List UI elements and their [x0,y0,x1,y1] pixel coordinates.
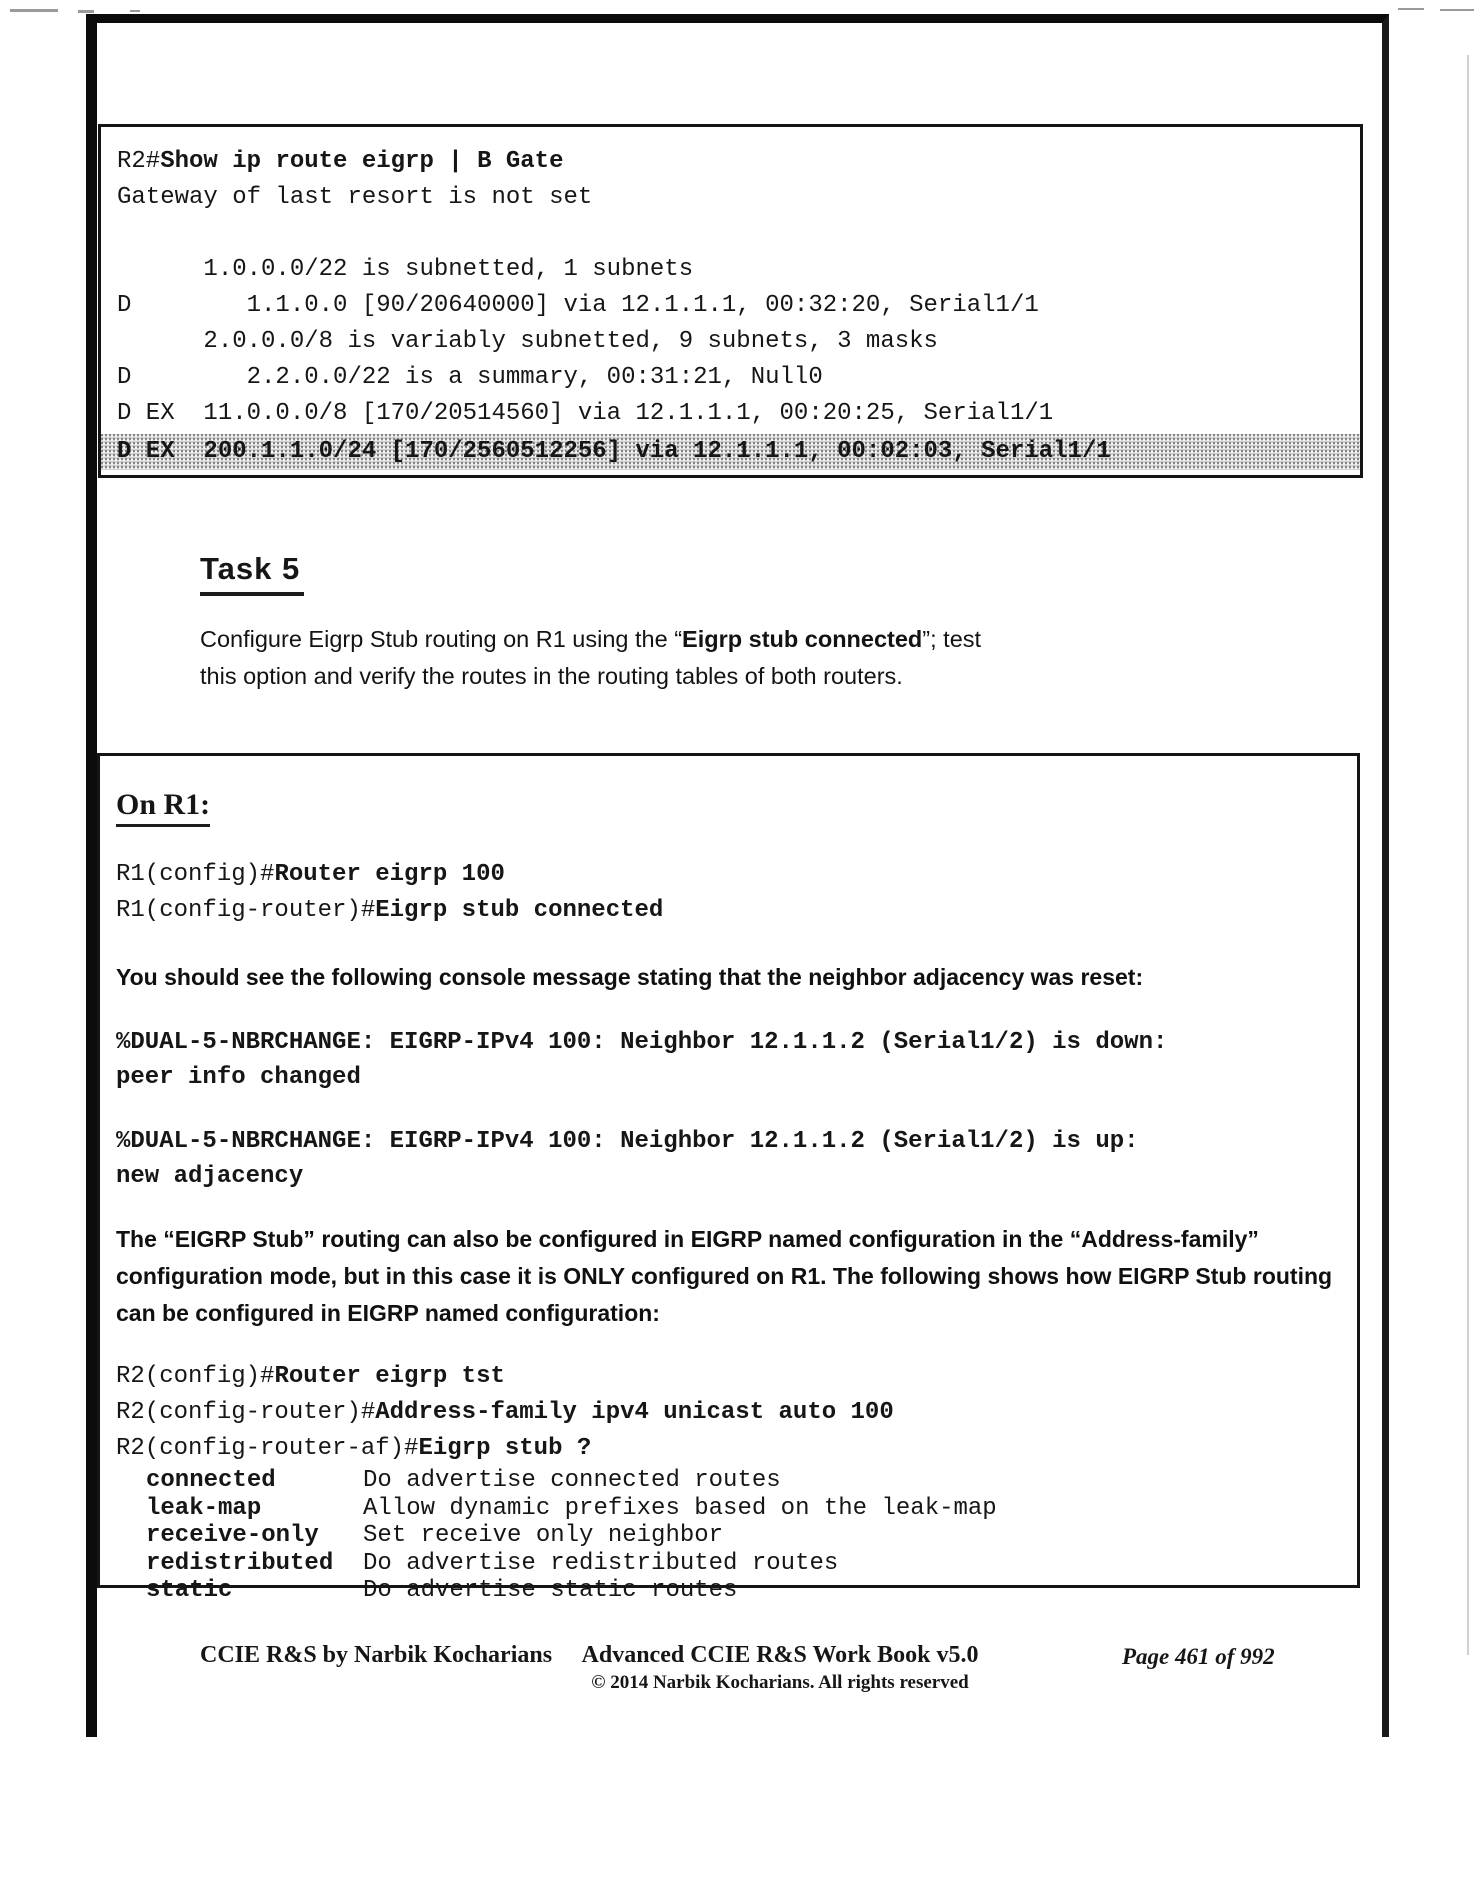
command-text: Eigrp stub connected [375,897,664,924]
option-description: Do advertise redistributed routes [363,1549,839,1577]
footer-page-number: Page 461 of 992 [1122,1644,1275,1669]
task-description-bold: Eigrp stub connected [682,626,923,652]
stub-option-row [116,1467,1357,1495]
console-output-box-show-ip-route [98,124,1363,478]
footer-copyright: © 2014 Narbik Kocharians. All rights reserved [591,1672,969,1693]
console-line: new adjacency [116,1163,304,1190]
config-line [116,1431,1357,1467]
task-description-text: Configure Eigrp Stub routing on R1 using the “ [200,626,683,652]
option-keyword: static [146,1577,233,1604]
console-line: D EX 11.0.0.0/8 [170/20514560] via 12.1.1.1, 00:20:25, Serial1/1 [117,400,1054,427]
footer-author: CCIE R&S by Narbik Kocharians [200,1642,553,1668]
config-line [116,857,1357,893]
console-blank-line [117,216,1360,252]
configuration-box-on-r1 [97,753,1360,1604]
config-line [116,1395,1357,1431]
console-line-command [117,144,1360,180]
scan-artifact-line [1467,55,1469,1655]
option-keyword: redistributed [146,1549,334,1577]
option-description: Do advertise static routes [363,1577,738,1604]
router-prompt: R1(config)# [116,861,275,888]
task-description [200,621,1010,695]
task-heading: Task 5 [200,551,304,596]
scan-artifact-dash [1398,8,1424,10]
scan-artifact-dash [1440,9,1474,11]
command-text: Address-family ipv4 unicast auto 100 [375,1399,894,1426]
router-prompt: R1(config-router)# [116,897,376,924]
console-line: %DUAL-5-NBRCHANGE: EIGRP-IPv4 100: Neighbor 12.1.1.2 (Serial1/2) is up: [116,1128,1139,1155]
command-text: Router eigrp tst [274,1363,505,1390]
r2-config-commands [116,1359,1357,1467]
config-line [116,893,1357,929]
stub-option-row [116,1550,1357,1578]
router-prompt: R2(config)# [116,1363,275,1390]
option-description: Do advertise connected routes [363,1467,781,1494]
router-prompt: R2# [117,148,161,175]
console-line: 1.0.0.0/22 is subnetted, 1 subnets [117,256,694,283]
router-prompt: R2(config-router-af)# [116,1435,419,1462]
on-r1-heading: On R1: [116,788,210,827]
command-text: Show ip route eigrp | B Gate [160,148,564,175]
console-line: Gateway of last resort is not set [117,184,593,211]
console-line: D 1.1.0.0 [90/20640000] via 12.1.1.1, 00:32:20, Serial1/1 [117,292,1039,319]
console-message-up [116,1124,1357,1194]
stub-option-row [116,1522,1357,1550]
option-keyword: leak-map [146,1494,262,1522]
task-description-text: ”; test this option and verify the routes in the routing tables of both routers. [200,626,982,689]
console-line: D 2.2.0.0/22 is a summary, 00:31:21, Null0 [117,364,823,391]
stub-option-row [116,1577,1357,1605]
note-paragraph: The “EIGRP Stub” routing can also be configured in EIGRP named configuration in the “Address-family” configuration mode, but in this case it is ONLY configured on R1. The following shows how EIGRP Stub routing can be configured in EIGRP named configuration: [116,1226,1333,1326]
console-line: peer info changed [116,1064,361,1091]
stub-option-list [116,1467,1357,1605]
option-description: Set receive only neighbor [363,1522,724,1549]
router-prompt: R2(config-router)# [116,1399,376,1426]
option-description: Allow dynamic prefixes based on the leak-map [363,1494,997,1522]
option-keyword: receive-only [146,1522,319,1549]
console-line: 2.0.0.0/8 is variably subnetted, 9 subnets, 3 masks [117,328,938,355]
command-text: Router eigrp 100 [274,861,505,888]
r1-config-commands [116,857,1357,929]
footer-book-title-line: Advanced CCIE R&S Work Book v5.0 [581,1642,979,1668]
scan-artifact-dash [130,10,140,12]
console-line-highlighted: D EX 200.1.1.0/24 [170/2560512256] via 12.1.1.1, 00:02:03, Serial1/1 [101,434,1360,470]
console-message-down [116,1025,1357,1095]
footer-book-title [555,1642,1005,1694]
config-line [116,1359,1357,1395]
scan-artifact-dash [78,10,94,13]
note-paragraph: You should see the following console message stating that the neighbor adjacency was reset: [116,964,1144,990]
stub-option-row [116,1495,1357,1523]
option-keyword: connected [146,1467,276,1494]
console-line: %DUAL-5-NBRCHANGE: EIGRP-IPv4 100: Neighbor 12.1.1.2 (Serial1/2) is down: [116,1029,1168,1056]
scan-artifact-dash [10,9,58,12]
command-text: Eigrp stub ? [418,1435,592,1462]
